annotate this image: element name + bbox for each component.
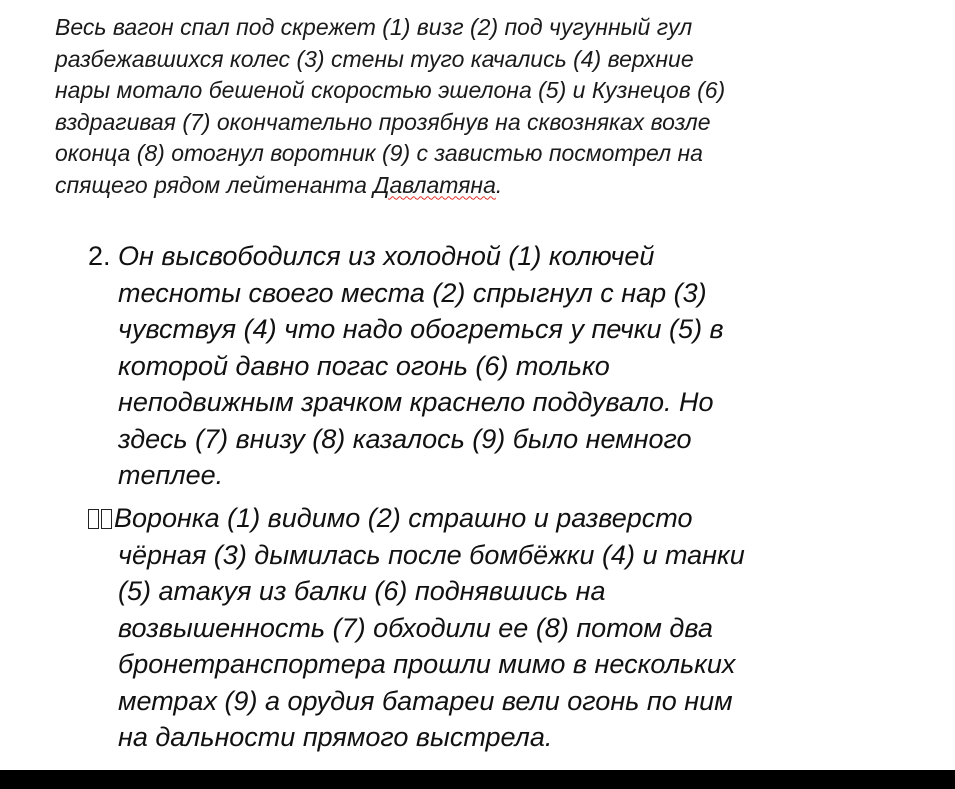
- paragraph-2-line: Он высвободился из холодной (1) колючей: [118, 241, 655, 271]
- paragraph-1-period: .: [495, 171, 503, 198]
- paragraph-1-line-start: спящего рядом лейтенанта: [55, 171, 374, 198]
- paragraph-2-line: здесь (7) внизу (8) казалось (9) было немного: [118, 423, 692, 454]
- paragraph-3-line: (5) атакуя из балки (6) поднявшись на: [118, 576, 606, 606]
- paragraph-1-line: вздрагивая (7) окончательно прозябнув на сквозняках возле: [55, 108, 711, 135]
- paragraph-1: [55, 12, 915, 201]
- paragraph-2-line: чувствуя (4) что надо обогреться у печки (5) в: [118, 314, 724, 344]
- paragraph-2-line: которой давно погас огонь (6) только: [118, 350, 610, 381]
- paragraph-2-line: теплее.: [118, 460, 224, 490]
- paragraph-3-line: метрах (9) а орудия батареи вели огонь по ним: [118, 685, 733, 716]
- paragraph-1-line: Весь вагон спал под скрежет (1) визг (2) под чугунный гул: [55, 14, 693, 40]
- paragraph-3-first-line: [88, 500, 908, 537]
- paragraph-1-line: разбежавшихся колес (3) стены туго качались (4) верхние: [55, 45, 694, 72]
- paragraph-1-last-line: [55, 170, 915, 202]
- paragraph-3-line: возвышенность (7) обходили ее (8) потом два: [118, 612, 713, 643]
- paragraph-2-line: неподвижным зрачком краснело поддувало. Но: [118, 387, 714, 417]
- paragraph-2-line: тесноты своего места (2) спрыгнул с нар (3): [118, 277, 707, 308]
- paragraph-3-line: чёрная (3) дымилась после бомбёжки (4) и танки: [118, 539, 745, 570]
- paragraph-1-line: оконца (8) отогнул воротник (9) с завистью посмотрел на: [55, 140, 703, 166]
- paragraph-1-line: нары мотало бешеной скоростью эшелона (5) и Кузнецов (6): [55, 77, 726, 103]
- paragraph-3: [88, 500, 908, 756]
- paragraph-2-first-line: [88, 238, 908, 275]
- missing-glyph-icon: [88, 509, 99, 529]
- bottom-black-bar: [0, 770, 955, 789]
- list-number: 2.: [88, 241, 111, 271]
- paragraph-2: [88, 238, 908, 494]
- paragraph-3-line: бронетранспортера прошли мимо в нескольких: [118, 649, 736, 679]
- paragraph-3-line: Воронка (1) видимо (2) страшно и разверсто: [114, 503, 693, 533]
- misspelled-word[interactable]: Давлатяна: [373, 171, 496, 198]
- missing-glyph-icon: [101, 509, 112, 529]
- paragraph-3-line: на дальности прямого выстрела.: [118, 722, 553, 752]
